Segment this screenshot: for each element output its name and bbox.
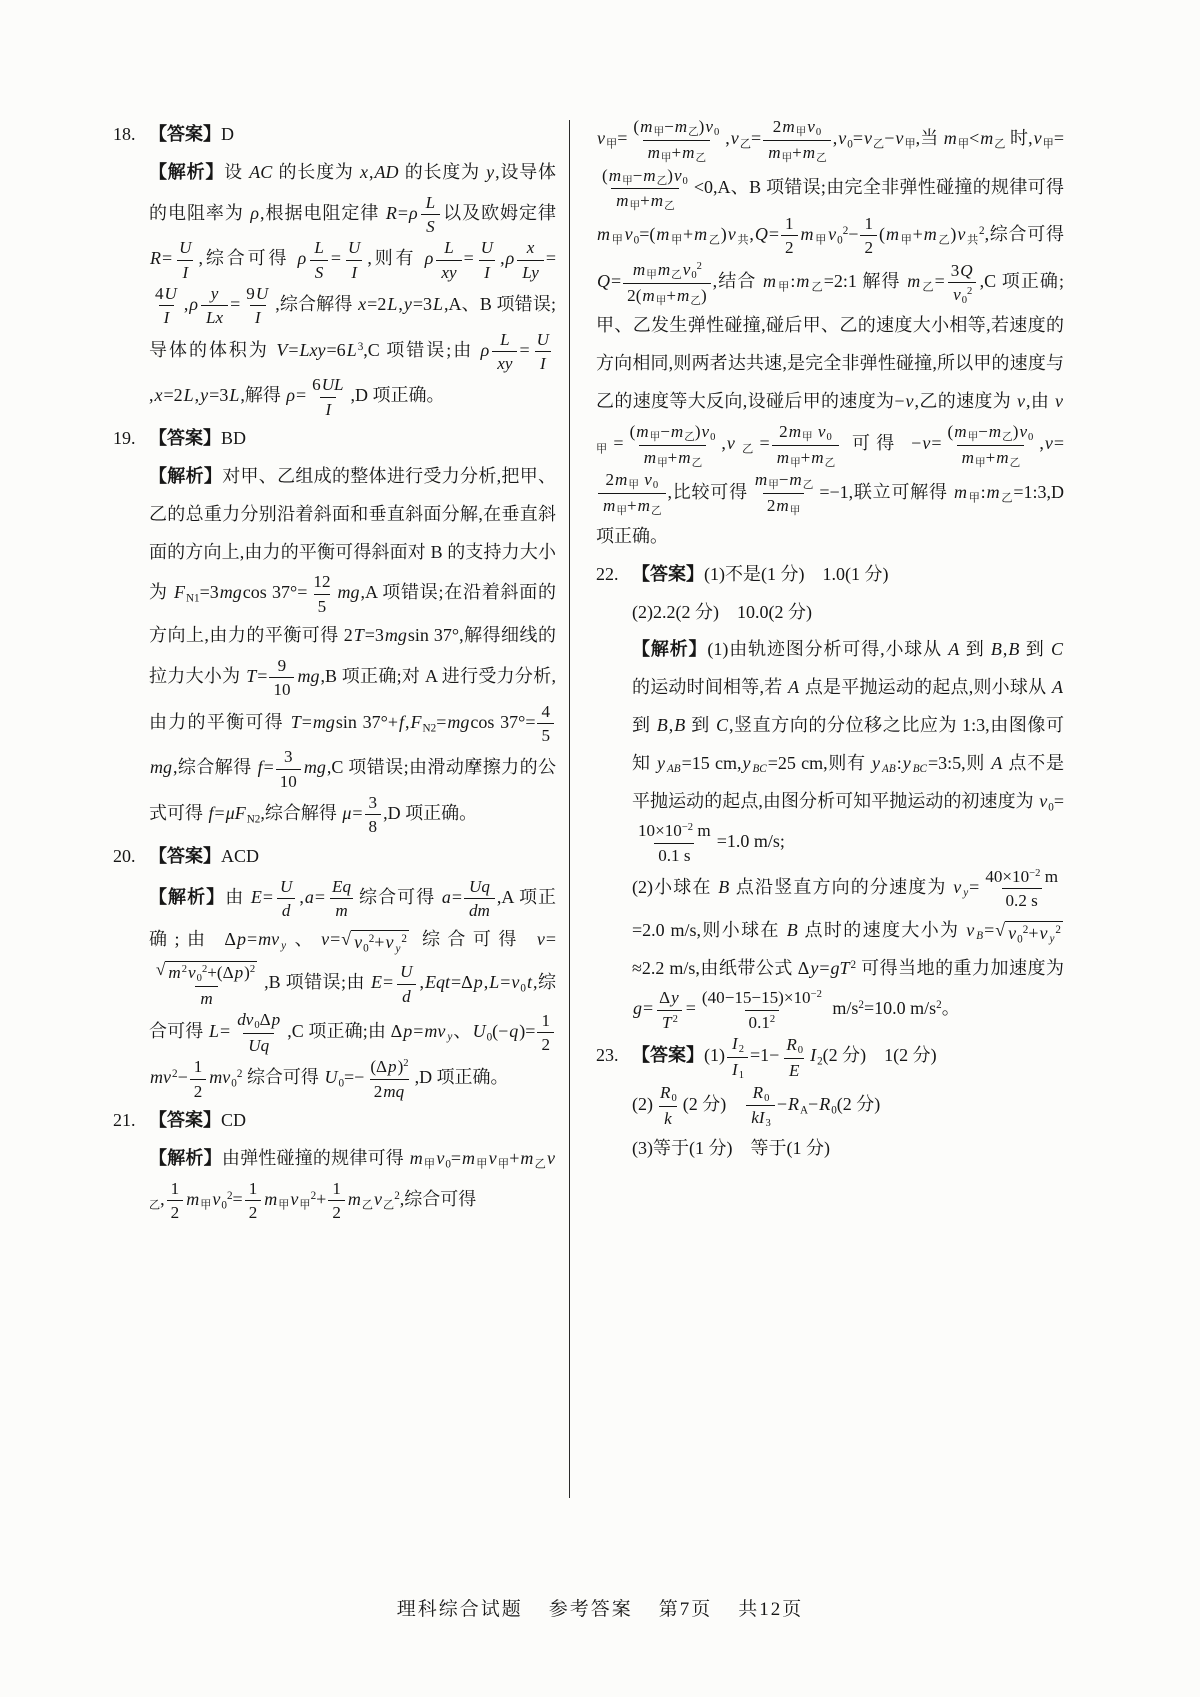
- fraction: $\frac{(40-15-15)\times 10^{-2}}{0.1^2}$: [701, 988, 822, 1032]
- fraction: $\frac{U}{I}$: [347, 238, 361, 282]
- fraction: $\frac{dv_0\Delta p}{Uq}$: [237, 1010, 281, 1055]
- column-divider-line: [569, 120, 570, 1498]
- footer-page-number: 第7页: [658, 1599, 713, 1620]
- fraction: $\frac{3}{10}$: [276, 746, 301, 792]
- block-text: 【答案】(1)不是(1 分) 1.0(1 分): [632, 563, 889, 584]
- fraction: $\frac{1}{2}$: [190, 1056, 207, 1102]
- fraction: $\frac{R_0}{k}$: [660, 1083, 677, 1129]
- analysis-paragraph: [596, 1130, 1064, 1168]
- block-text: 【解析】(1)由轨迹图分析可得,小球从 A 到 B,B 到 C 的运动时间相等,若 A 点是平抛运动的起点,则小球从 A 到 B,B 到 C,竖直方向的分位移之比应为 1:3,由图像可知 y $_{AB}$=15 cm,y $_{BC}$=25 cm,则有 y $_{AB}$:y $_{BC}$=3:5,则 A 点不是平抛运动的起点,由图分析可知平抛运动的初速度为 $v_0=$ $\frac{10\times 10^{-2} m}{0.1 s}$ =1.0 m/s;: [632, 639, 1064, 865]
- fraction: $\frac{m_甲-m_乙}{2m_甲}$: [754, 470, 814, 518]
- analysis-paragraph: [596, 866, 1064, 1033]
- answer-line: [113, 1102, 556, 1140]
- fraction: $\frac{(m_甲-m_乙)v_0}{m_甲+m_乙}$: [602, 165, 688, 213]
- answer-line: [596, 556, 1064, 594]
- block-text: 【答案】ACD: [149, 845, 260, 866]
- page-footer: [0, 1594, 1200, 1621]
- block-text: 【答案】(1) $\frac{I_2}{I_1}$ =1− $\frac{R_0}{E}$ $I_2(2$ 分) 1(2 分): [632, 1034, 937, 1081]
- fraction: $\frac{1}{2}$: [245, 1178, 262, 1224]
- fraction: $\frac{U}{I}$: [536, 329, 549, 374]
- fraction: $\frac{L}{xy}$: [492, 329, 517, 375]
- block-text: (2)2.2(2 分) 10.0(2 分): [632, 601, 812, 622]
- fraction: $\frac{4}{5}$: [537, 701, 554, 747]
- fraction: $\frac{40\times 10^{-2} m}{0.2 s}$: [985, 867, 1058, 911]
- fraction: $\frac{Eq}{m}$: [332, 876, 351, 920]
- fraction: $\frac{(m_甲-m_乙)v_0}{m_甲+m_乙}$: [629, 421, 716, 469]
- analysis-paragraph: [113, 458, 556, 838]
- fraction: $\frac{1}{2}$: [781, 213, 798, 259]
- fraction: $\frac{1}{2}$: [167, 1178, 184, 1224]
- fraction: $\frac{3Q}{v_0^2}$: [947, 260, 978, 307]
- answer-line: [113, 838, 556, 876]
- fraction: $\frac{2m_甲 v_0}{m_甲+m_乙}$: [772, 421, 840, 470]
- square-root: √ $m^2v_0^2+(\Delta p)^2$: [156, 960, 256, 985]
- footer-subtitle: 参考答案: [548, 1599, 633, 1620]
- square-root: √ $v_0^2+v$ $_y^2$: [341, 929, 407, 955]
- fraction: $\frac{L}{S}$: [421, 192, 441, 238]
- fraction: $\frac{R_0}{E}$: [781, 1034, 807, 1081]
- question-number: 23.: [596, 1045, 619, 1066]
- fraction: $\frac{1}{2}$: [328, 1178, 345, 1224]
- answer-line: [113, 116, 556, 154]
- answer-line: [596, 1033, 1064, 1082]
- fraction: $\frac{6UL}{I}$: [312, 375, 344, 419]
- question-number: 21.: [113, 1110, 136, 1131]
- fraction: $\frac{1}{2}$: [860, 213, 877, 259]
- block-text: 【答案】CD: [149, 1110, 247, 1131]
- fraction: $\frac{Uq}{dm}$: [464, 876, 495, 922]
- left-column: [113, 116, 556, 1506]
- fraction: $\frac{4U}{I}$: [155, 284, 177, 328]
- analysis-paragraph: [113, 1140, 556, 1224]
- fraction: $\frac{R_0}{kI_3}$: [746, 1082, 775, 1131]
- block-text: 【解析】设 AC 的长度为 x,AD 的长度为 y,设导体的电阻率为 ρ,根据电阻定律 R=ρ $\frac{L}{S}$ 以及欧姆定律 R= $\frac{U}{I}$ ,综合可得 ρ $\frac{L}{S}$ = $\frac{U}{I}$ ,则有 ρ $\frac{L}{xy}$ = $\frac{U}{I}$ ,ρ $\frac{x}{Ly}$ = $\frac{4U}{I}$ ,ρ $\frac{y}{Lx}$ = $\frac{9U}{I}$ ,综合解得 x=2L,y=3L,A、B 项错误;导体的体积为 $V=Lxy=6L^3,C$ 项错误;由 ρ $\frac{L}{xy}$ = $\frac{U}{I}$ ,x=2L,y=3L,解得 ρ= $\frac{6UL}{I}$ ,D 项正确。: [149, 161, 556, 419]
- fraction: $\frac{\Delta y}{T^2}$: [655, 987, 684, 1033]
- analysis-paragraph: [113, 154, 556, 420]
- question-number: 19.: [113, 428, 136, 449]
- footer-page-total: 共12页: [738, 1599, 804, 1620]
- continuation-paragraph: [596, 116, 1064, 556]
- analysis-paragraph: [596, 594, 1064, 632]
- question-number: 22.: [596, 563, 619, 584]
- fraction: $\frac{U}{d}$: [275, 876, 297, 922]
- block-text: $v_甲=$ $\frac{(m_甲-m_乙)v_0}{m_甲+m_乙}$ $,v_乙=$ $\frac{2m_甲v_0}{m_甲+m_乙}$ $,v_0=v_乙-v_甲$,当 $m_甲<m_乙$ 时$,v_甲=$ $\frac{(m_甲-m_乙)v_0}{m_甲+m_乙}$ <0,A、B 项错误;由完全非弹性碰撞的规律可得 $m_甲v_0=(m_甲+m_乙)v_共,Q=$ $\frac{1}{2}$ $m_甲v_0^2-$ $\frac{1}{2}$ $(m_甲+m_乙)v_共^2$,综合可得 Q= $\frac{m_甲m_乙v_0^2}{2(m_甲+m_乙)}$ ,结合 $m_甲:m_乙=2:1$ 解得 $m_乙=$ $\frac{3Q}{v_0^2}$ ,C 项正确;甲、乙发生弹性碰撞,碰后甲、乙的速度大小相等,若速度的方向相同,则两者达共速,是完全非弹性碰撞,所以甲的速度与乙的速度等大反向,设碰后甲的速度为−v,乙的速度为 v,由 $v_甲=$ $\frac{(m_甲-m_乙)v_0}{m_甲+m_乙}$ $,v_乙=$ $\frac{2m_甲 v_0}{m_甲+m_乙}$ 可得 −v= $\frac{(m_甲-m_乙)v_0}{m_甲+m_乙}$ ,v= $\frac{2m_甲 v_0}{m_甲+m_乙}$ ,比较可得 $\frac{m_甲-m_乙}{2m_甲}$ =−1,联立可解得 $m_甲:m_乙=1:3,D$ 项正确。: [596, 117, 1064, 546]
- fraction: $\frac{(\Delta p)^2}{2mq}$: [370, 1057, 409, 1101]
- analysis-paragraph: [113, 876, 556, 1103]
- block-text: 【答案】D: [149, 124, 234, 144]
- fraction: $\frac{U}{I}$: [179, 238, 192, 282]
- analysis-paragraph: [596, 631, 1064, 866]
- fraction: $\frac{3}{8}$: [365, 792, 382, 838]
- block-text: 【答案】BD: [149, 428, 247, 449]
- question-number: 18.: [113, 124, 136, 144]
- fraction: $\frac{12}{5}$: [313, 572, 331, 616]
- fraction: $\frac{10\times 10^{-2} m}{0.1 s}$: [638, 821, 711, 865]
- fraction: $\frac{I_2}{I_1}$: [727, 1033, 748, 1082]
- block-text: 【解析】对甲、乙组成的整体进行受力分析,把甲、乙的总重力分别沿着斜面和垂直斜面分解,在垂直斜面的方向上,由力的平衡可得斜面对 B 的支持力大小为 $F_{N1}=3mgcos$ 37°= $\frac{12}{5}$ mg,A 项错误;在沿着斜面的方向上,由力的平衡可得 2T=3mgsin 37°,解得细线的拉力大小为 T= $\frac{9}{10}$ mg,B 项正确;对 A 进行受力分析,由力的平衡可得 T=mgsin $37^\circ+f,F_{N2}=mgcos$ 37°= $\frac{4}{5}$ mg,综合解得 f= $\frac{3}{10}$ mg,C 项错误;由滑动摩擦力的公式可得 $f=\mu F_{N2}$,综合解得 μ= $\frac{3}{8}$ ,D 项正确。: [149, 465, 556, 837]
- fraction: $\frac{2m_甲 v_0}{m_甲+m_乙}$: [598, 469, 666, 518]
- fraction: $\frac{2m_甲v_0}{m_甲+m_乙}$: [763, 116, 831, 165]
- answer-line: [113, 420, 556, 458]
- block-text: 【解析】由 E= $\frac{U}{d}$ ,a= $\frac{Eq}{m}$ 综合可得 a= $\frac{Uq}{dm}$ ,A 项正确;由 Δp=mv $_y$、v= √ $v_0^2+v$ $_y^2$ 综合可得 v= √ $m^2v_0^2+(\Delta p)^2$ m ,B 项错误;由 E= $\frac{U}{d}$ $,Eqt=\Delta p,L=v_0t$,综合可得 L= $\frac{dv_0\Delta p}{Uq}$ ,C 项正确;由 Δp=mv $_y$、$U_0(-q)=$ $\frac{1}{2}$ $mv^2-$ $\frac{1}{2}$ $mv_0^2$ 综合可得 $U_0=-$ $\frac{(\Delta p)^2}{2mq}$ ,D 项正确。: [149, 876, 556, 1101]
- fraction: $\frac{x}{Ly}$: [517, 237, 544, 283]
- footer-doc-title: 理科综合试题: [396, 1599, 523, 1620]
- right-column: [596, 116, 1064, 1506]
- square-root: √ $v_0^2+v$ $_y^2$: [995, 919, 1061, 946]
- fraction: $\frac{y}{Lx}$: [201, 283, 228, 329]
- block-text: (2) $\frac{R_0}{k}$ (2 分) $\frac{R_0}{kI_3}$ $-R_A-R_0(2$ 分): [632, 1082, 881, 1130]
- analysis-paragraph: [596, 1082, 1064, 1131]
- block-text: (3)等于(1 分) 等于(1 分): [632, 1138, 830, 1159]
- fraction: $\frac{(m_甲-m_乙)v_0}{m_甲+m_乙}$: [947, 421, 1034, 469]
- fraction: $\frac{U}{I}$: [480, 238, 494, 282]
- block-text: 【解析】由弹性碰撞的规律可得 $m_甲v_0=m_甲v_甲+m_乙v_乙$, $\frac{1}{2}$ $m_甲v_0^2=$ $\frac{1}{2}$ $m_甲v_甲^2+$ $\frac{1}{2}$ $m_乙v_乙^2$,综合可得: [149, 1147, 555, 1223]
- fraction: √ $m^2v_0^2+(\Delta p)^2$ m: [156, 960, 256, 1008]
- fraction: $\frac{L}{xy}$: [436, 237, 461, 283]
- fraction: $\frac{m_甲m_乙v_0^2}{2(m_甲+m_乙)}$: [623, 259, 711, 308]
- block-text: (2)小球在 B 点沿竖直方向的分速度为 v $_y$= $\frac{40\times 10^{-2} m}{0.2 s}$ =2.0 m/s,则小球在 B 点时的速度大小为 v $_B$= √ $v_0^2+v$ $_y^2$ ≈2.2 m/s,由纸带公式 $\Delta y=gT^2$ 可得当地的重力加速度为 g= $\frac{\Delta y}{T^2}$ = $\frac{(40-15-15)\times 10^{-2}}{0.1^2}$ $m/s^2=10.0$ $m/s^2$。: [632, 867, 1064, 1032]
- fraction: $\frac{9U}{I}$: [246, 284, 269, 328]
- fraction: $\frac{9}{10}$: [269, 655, 294, 701]
- fraction: $\frac{U}{d}$: [395, 961, 417, 1007]
- fraction: $\frac{(m_甲-m_乙)v_0}{m_甲+m_乙}$: [633, 117, 720, 164]
- fraction: $\frac{L}{S}$: [309, 237, 329, 283]
- fraction: $\frac{1}{2}$: [537, 1010, 554, 1056]
- question-number: 20.: [113, 845, 136, 866]
